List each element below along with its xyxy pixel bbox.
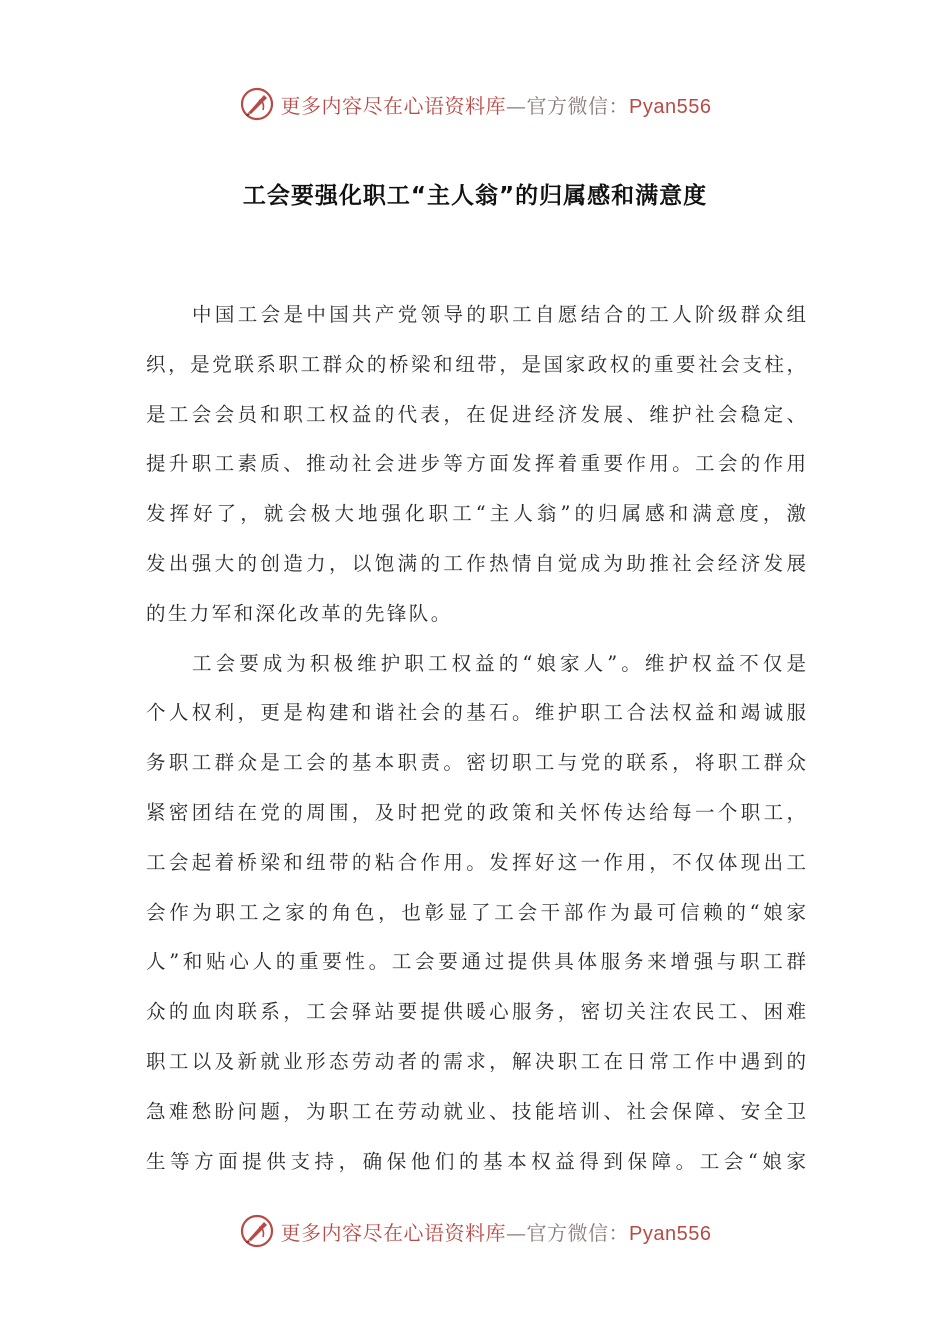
quill-logo-icon (239, 1213, 275, 1249)
watermark-wechat-id: Pyan556 (629, 1222, 712, 1245)
paragraph-line: 工会要成为积极维护职工权益的“娘家人”。维护权益不仅是 (192, 651, 806, 675)
paragraph-line: 急难愁盼问题，为职工在劳动就业、技能培训、社会保障、安全卫 (146, 1099, 806, 1123)
watermark-text (281, 90, 712, 119)
paragraph-line: 织，是党联系职工群众的桥梁和纽带，是国家政权的重要社会支柱， (146, 352, 806, 376)
paragraph-line: 工会起着桥梁和纽带的粘合作用。发挥好这一作用，不仅体现出工 (146, 850, 806, 874)
watermark-wechat-id: Pyan556 (629, 95, 712, 118)
watermark-wechat-label: 官方微信： (526, 1220, 630, 1245)
header-watermark (0, 82, 950, 126)
watermark-main: 更多内容尽在心语资料库 (280, 1220, 507, 1245)
page-title: 工会要强化职工“主人翁”的归属感和满意度 (242, 183, 708, 209)
paragraph-line: 发挥好了，就会极大地强化职工“主人翁”的归属感和满意度，激 (146, 502, 806, 526)
paragraph-line: 提升职工素质、推动社会进步等方面发挥着重要作用。工会的作用 (146, 452, 806, 476)
quill-logo-icon (239, 86, 275, 122)
paragraph-line: 会作为职工之家的角色，也彰显了工会干部作为最可信赖的“娘家 (146, 900, 806, 924)
paragraph-line: 人”和贴心人的重要性。工会要通过提供具体服务来增强与职工群 (146, 950, 806, 974)
paragraph-line: 紧密团结在党的周围，及时把党的政策和关怀传达给每一个职工， (146, 800, 806, 824)
paragraph-line: 发出强大的创造力，以饱满的工作热情自觉成为助推社会经济发展 (146, 551, 806, 575)
paragraph-line: 生等方面提供支持，确保他们的基本权益得到保障。工会“娘家 (146, 1149, 806, 1173)
paragraph-line: 众的血肉联系，工会驿站要提供暖心服务，密切关注农民工、困难 (146, 1000, 806, 1024)
watermark-main: 更多内容尽在心语资料库 (280, 93, 507, 118)
paragraph-line: 务职工群众是工会的基本职责。密切职工与党的联系，将职工群众 (146, 751, 806, 775)
paragraph-line: 职工以及新就业形态劳动者的需求，解决职工在日常工作中遇到的 (146, 1049, 806, 1073)
watermark-dash: — (506, 93, 527, 118)
article-body (146, 290, 806, 1186)
footer-watermark (0, 1209, 950, 1253)
paragraph-line: 的生力军和深化改革的先锋队。 (146, 601, 453, 625)
paragraph-line: 是工会会员和职工权益的代表，在促进经济发展、维护社会稳定、 (146, 402, 806, 426)
watermark-wechat-label: 官方微信： (526, 93, 630, 118)
watermark-dash: — (506, 1220, 527, 1245)
watermark-text (281, 1217, 712, 1246)
paragraph-line: 个人权利，更是构建和谐社会的基石。维护职工合法权益和竭诚服 (146, 701, 806, 725)
paragraph-line: 中国工会是中国共产党领导的职工自愿结合的工人阶级群众组 (192, 303, 806, 326)
